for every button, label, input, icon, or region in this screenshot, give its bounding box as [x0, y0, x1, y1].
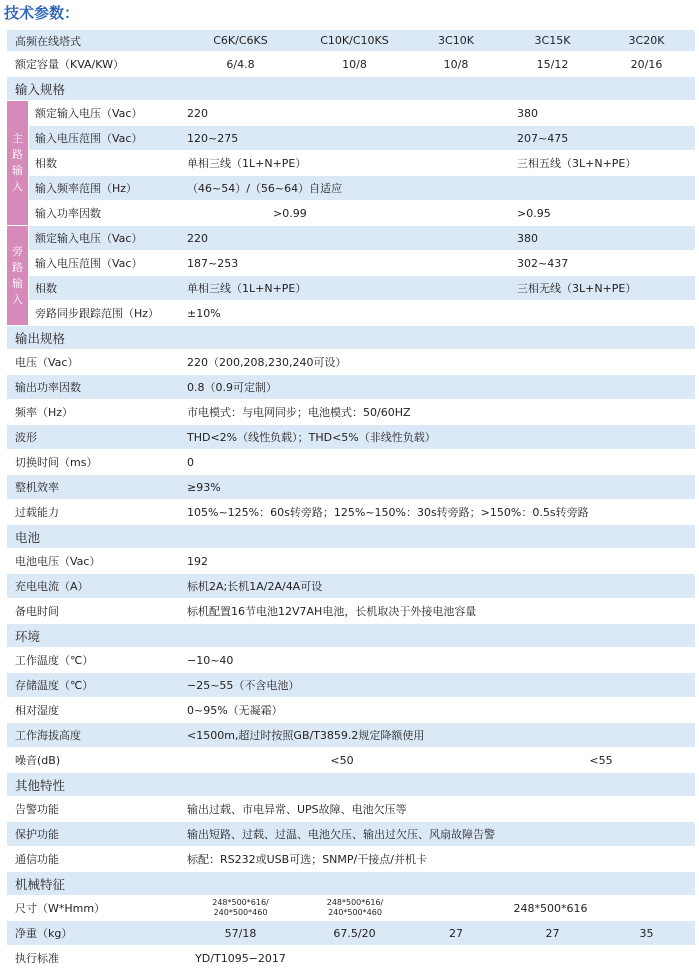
- weight-label: 净重（kg）: [7, 921, 177, 946]
- standard-row: [7, 946, 695, 971]
- env-label: 存储温度（℃）: [7, 673, 177, 698]
- env-row: [7, 723, 695, 748]
- env-row: [7, 673, 695, 698]
- noise-label: 噪音(dB): [7, 748, 177, 773]
- bypass-input-value-three: 302~437: [507, 251, 695, 276]
- bypass-input-row: [7, 251, 695, 276]
- other-label: 保护功能: [7, 822, 177, 847]
- capacity-c10k: 10/8: [304, 52, 405, 77]
- bypass-input-label: 额定输入电压（Vac）: [29, 226, 177, 251]
- output-value: 0.8（0.9可定制）: [177, 375, 695, 400]
- noise-value-three: <55: [507, 748, 695, 773]
- output-row: [7, 450, 695, 475]
- main-input-value-three: 207~475: [507, 126, 695, 151]
- battery-value: 标机2A;长机1A/2A/4A可设: [177, 574, 695, 599]
- bypass-input-side-label: 旁 路 输 入: [7, 226, 29, 326]
- bypass-input-value: ±10%: [177, 301, 695, 326]
- main-input-label: 输入电压范围（Vac）: [29, 126, 177, 151]
- mech-section-title: 机械特征: [7, 872, 695, 896]
- size-label: 尺寸（W*Hmm）: [7, 896, 177, 921]
- output-label: 频率（Hz）: [7, 400, 177, 425]
- output-label: 整机效率: [7, 475, 177, 500]
- capacity-row: [7, 52, 695, 77]
- noise-row: [7, 748, 695, 773]
- output-row: [7, 475, 695, 500]
- other-section-title: 其他特性: [7, 773, 695, 797]
- input-section-row: [7, 77, 695, 101]
- weight-3c15k: 27: [507, 921, 598, 946]
- output-section-row: [7, 326, 695, 350]
- battery-section-title: 电池: [7, 525, 695, 549]
- main-input-row: [7, 201, 695, 226]
- battery-section-row: [7, 525, 695, 549]
- env-label: 相对湿度: [7, 698, 177, 723]
- bypass-input-value-single: 单相三线（1L+N+PE）: [177, 276, 507, 301]
- capacity-c6k: 6/4.8: [177, 52, 304, 77]
- weight-c10k: 67.5/20: [304, 921, 405, 946]
- model-3c20k: 3C20K: [598, 30, 695, 52]
- model-c10k: C10K/C10KS: [304, 30, 405, 52]
- model-row: [7, 30, 695, 52]
- capacity-3c15k: 15/12: [507, 52, 598, 77]
- bypass-input-row: [7, 226, 695, 251]
- env-row: [7, 648, 695, 673]
- main-input-label: 额定输入电压（Vac）: [29, 101, 177, 126]
- capacity-3c20k: 20/16: [598, 52, 695, 77]
- page-title: 技术参数：: [4, 4, 80, 22]
- env-value: 0~95%（无凝霜）: [177, 698, 695, 723]
- battery-value: 标机配置16节电池12V7AH电池，长机取决于外接电池容量: [177, 599, 695, 624]
- battery-row: [7, 549, 695, 574]
- main-input-value-single: 120~275: [177, 126, 507, 151]
- output-value: 220（200,208,230,240可设）: [177, 350, 695, 375]
- battery-label: 备电时间: [7, 599, 177, 624]
- bypass-input-label: 旁路同步跟踪范围（Hz）: [29, 301, 177, 326]
- standard-value: YD/T1095−2017: [177, 946, 304, 971]
- env-value: −10~40: [177, 648, 695, 673]
- capacity-label: 额定容量（KVA/KW）: [7, 52, 177, 77]
- bypass-input-value-single: 220: [177, 226, 507, 251]
- env-section-title: 环境: [7, 624, 695, 648]
- output-label: 波形: [7, 425, 177, 450]
- output-section-title: 输出规格: [7, 326, 695, 350]
- other-value: 输出短路、过载、过温、电池欠压、输出过欠压、风扇故障告警: [177, 822, 695, 847]
- output-label: 过载能力: [7, 500, 177, 525]
- other-label: 通信功能: [7, 847, 177, 872]
- output-row: [7, 350, 695, 375]
- weight-c6k: 57/18: [177, 921, 304, 946]
- bypass-input-label: 输入电压范围（Vac）: [29, 251, 177, 276]
- size-c6k: 248*500*616/ 240*500*460: [177, 896, 304, 921]
- output-label: 输出功率因数: [7, 375, 177, 400]
- other-section-row: [7, 773, 695, 797]
- battery-label: 充电电流（A）: [7, 574, 177, 599]
- main-input-value-single: 单相三线（1L+N+PE）: [177, 151, 507, 176]
- bypass-input-value-single: 187~253: [177, 251, 507, 276]
- bypass-input-value-three: 三相无线（3L+N+PE）: [507, 276, 695, 301]
- bypass-input-row: [7, 301, 695, 326]
- main-input-row: [7, 101, 695, 126]
- bypass-input-row: [7, 276, 695, 301]
- other-row: [7, 822, 695, 847]
- main-input-value-three: >0.95: [507, 201, 695, 226]
- size-c10k: 248*500*616/ 240*500*460: [304, 896, 405, 921]
- size-three-phase: 248*500*616: [405, 896, 695, 921]
- model-c6k: C6K/C6KS: [177, 30, 304, 52]
- battery-row: [7, 599, 695, 624]
- main-input-value-three: 三相五线（3L+N+PE）: [507, 151, 695, 176]
- model-row-label: 高频在线塔式: [7, 30, 177, 52]
- noise-value-single: <50: [177, 748, 507, 773]
- battery-label: 电池电压（Vac）: [7, 549, 177, 574]
- spec-table: [7, 30, 695, 971]
- battery-row: [7, 574, 695, 599]
- battery-value: 192: [177, 549, 695, 574]
- env-label: 工作海拔高度: [7, 723, 177, 748]
- input-section-title: 输入规格: [7, 77, 695, 101]
- capacity-3c10k: 10/8: [405, 52, 507, 77]
- output-value: 0: [177, 450, 695, 475]
- env-label: 工作温度（℃）: [7, 648, 177, 673]
- bypass-input-value-three: 380: [507, 226, 695, 251]
- main-input-value-three: 380: [507, 101, 695, 126]
- other-row: [7, 797, 695, 822]
- env-row: [7, 698, 695, 723]
- other-label: 告警功能: [7, 797, 177, 822]
- env-value: <1500m,超过时按照GB/T3859.2规定降额使用: [177, 723, 695, 748]
- main-input-row: [7, 126, 695, 151]
- other-row: [7, 847, 695, 872]
- output-row: [7, 425, 695, 450]
- size-row: [7, 896, 695, 921]
- weight-row: [7, 921, 695, 946]
- standard-label: 执行标准: [7, 946, 177, 971]
- env-section-row: [7, 624, 695, 648]
- main-input-value: （46~54）/（56~64）自适应: [177, 176, 695, 201]
- output-row: [7, 500, 695, 525]
- main-input-row: [7, 176, 695, 201]
- output-value: 市电模式：与电网同步；电池模式：50/60HZ: [177, 400, 695, 425]
- standard-empty: [304, 946, 695, 971]
- main-input-label: 输入功率因数: [29, 201, 177, 226]
- output-label: 电压（Vac）: [7, 350, 177, 375]
- output-value: 105%~125%：60s转旁路；125%~150%：30s转旁路；>150%：0.5s转旁路: [177, 500, 695, 525]
- main-input-value-single: >0.99: [177, 201, 507, 226]
- output-value: ≥93%: [177, 475, 695, 500]
- weight-3c10k: 27: [405, 921, 507, 946]
- other-value: 标配：RS232或USB可选；SNMP/干接点/并机卡: [177, 847, 695, 872]
- main-input-value-single: 220: [177, 101, 507, 126]
- main-input-row: [7, 151, 695, 176]
- weight-3c20k: 35: [598, 921, 695, 946]
- main-input-label: 相数: [29, 151, 177, 176]
- main-input-label: 输入频率范围（Hz）: [29, 176, 177, 201]
- output-label: 切换时间（ms）: [7, 450, 177, 475]
- model-3c10k: 3C10K: [405, 30, 507, 52]
- output-row: [7, 400, 695, 425]
- bypass-input-label: 相数: [29, 276, 177, 301]
- other-value: 输出过载、市电异常、UPS故障、电池欠压等: [177, 797, 695, 822]
- output-value: THD<2%（线性负载）；THD<5%（非线性负载）: [177, 425, 695, 450]
- output-row: [7, 375, 695, 400]
- model-3c15k: 3C15K: [507, 30, 598, 52]
- mech-section-row: [7, 872, 695, 896]
- main-input-side-label: 主 路 输 入: [7, 101, 29, 226]
- env-value: −25~55（不含电池）: [177, 673, 695, 698]
